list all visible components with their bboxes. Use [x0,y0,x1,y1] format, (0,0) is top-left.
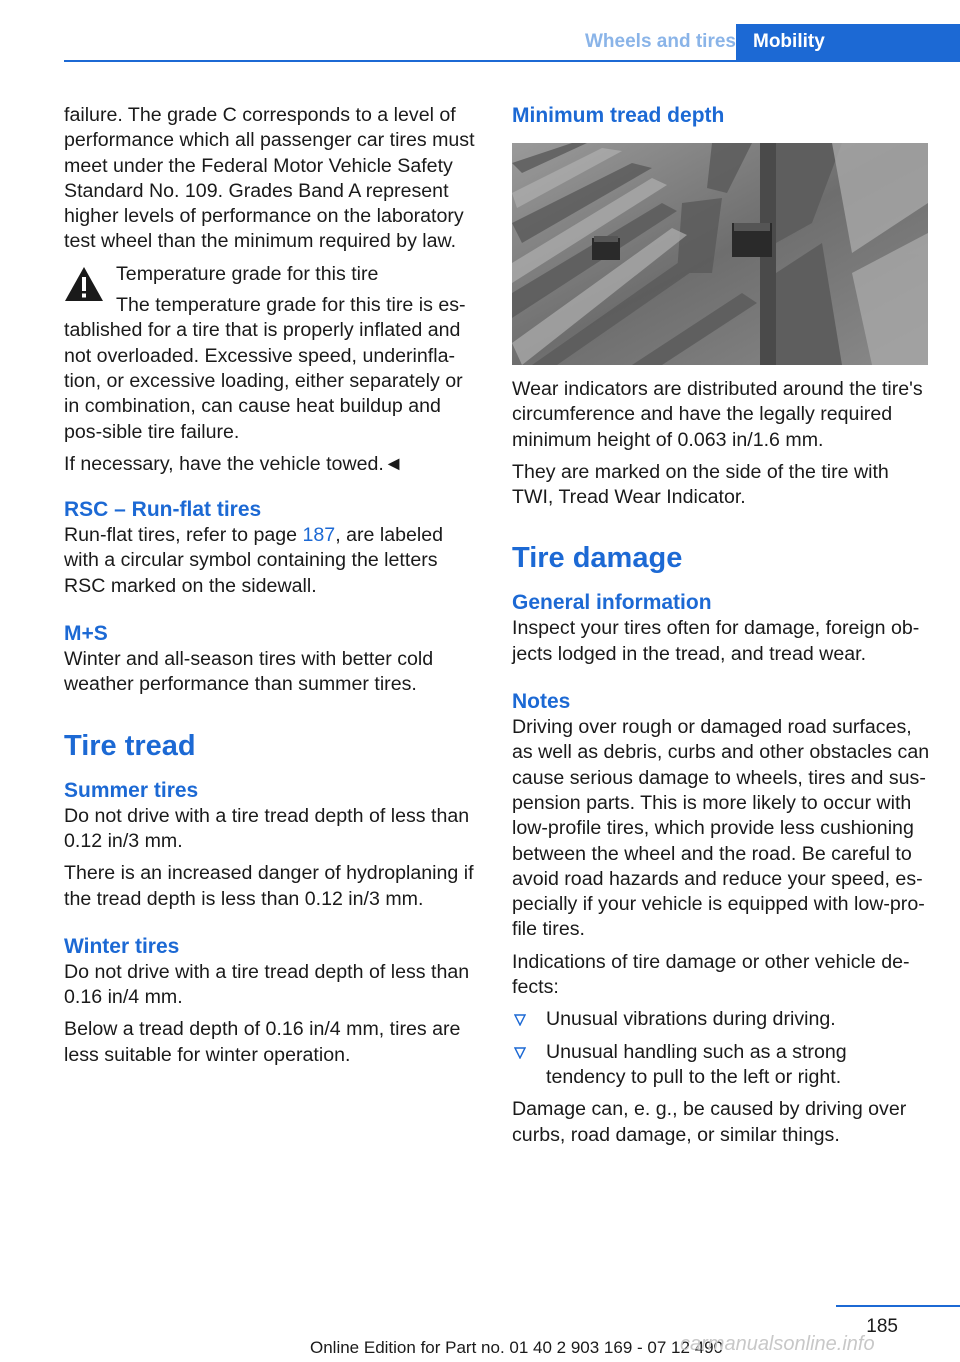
summer-paragraph-1: Do not drive with a tire tread depth of less than 0.12 in/3 mm. [64,804,470,852]
general-information-heading: General information [512,591,712,615]
indications-paragraph: Indications of tire damage or other vehicle de-fects: [512,950,910,999]
general-paragraph: Inspect your tires often for damage, foreign ob-jects lodged in the tread, and tread wear. [512,617,920,665]
ms-heading: M+S [64,622,108,646]
right-column [512,103,930,1155]
page-reference-link[interactable]: 187 [302,524,336,547]
warning-continuation: tablished for a tire that is properly inflated and not overloaded. Excessive speed, underinfla-tion, or excessive loading, either separately or in combination, can cause heat buildup and pos-sible tire failure. [64,319,463,443]
rsc-paragraph [64,523,482,599]
summer-tires-heading: Summer tires [64,778,199,802]
rsc-heading: RSC – Run-flat tires [64,498,262,522]
triangle-bullet-icon [514,1047,526,1059]
rsc-text-pre: Run-flat tires, refer to page [64,524,303,547]
list-item [512,1007,930,1032]
minimum-tread-heading: Minimum tread depth [512,104,725,127]
warning-body: The temperature grade for this tire is es- [116,294,466,317]
warning-title: Temperature grade for this tire [116,262,379,285]
summer-paragraph-2: There is an increased danger of hydroplaning if the tread depth is less than 0.12 in/3 mm. [64,862,474,910]
header-section-title: Wheels and tires [585,31,736,52]
warning-triangle-icon [64,266,104,302]
page-number: 185 [866,1316,898,1337]
notes-heading: Notes [512,690,571,714]
winter-tires-heading: Winter tires [64,934,180,958]
header-rule [64,60,960,62]
warning-end: If necessary, have the vehicle towed.◄ [64,452,404,475]
tire-tread-heading: Tire tread [64,729,196,762]
minimum-paragraph-2: They are marked on the side of the tire with TWI, Tread Wear Indicator. [512,460,889,509]
list-item-text: Unusual vibrations during driving. [546,1008,836,1031]
list-item-text: Unusual handling such as a strong tendency to pull to the left or right. [546,1040,847,1088]
notes-paragraph: Driving over rough or damaged road surfaces, as well as debris, curbs and other obstacles can cause serious damage to wheels, tires and sus-pension parts. This is more likely to occur with low-profile tires, which provide less cushioning between the wheel and the road. Be careful to avoid road hazards and reduce your speed, es-pecially if your vehicle is equipped with low-pro-file tires. [512,716,930,941]
list-item [512,1040,930,1091]
tire-damage-heading: Tire damage [512,542,683,575]
intro-paragraph: failure. The grade C corresponds to a level of performance which all passenger car tires must meet under the Federal Motor Vehicle Safety Standard No. 109. Grades Band A represent higher levels of performance on the laboratory test wheel than the minimum required by law. [64,104,475,253]
winter-paragraph-1: Do not drive with a tire tread depth of less than 0.16 in/4 mm. [64,960,470,1009]
closing-paragraph: Damage can, e. g., be caused by driving over curbs, road damage, or similar things. [512,1098,907,1146]
header-chapter-tab: Mobility [736,24,960,60]
rsc-text-post: , are labeled with a circular symbol containing the letters RSC marked on the sidewall. [64,524,444,597]
left-column [64,103,482,1075]
warning-block [64,262,482,445]
edition-footer: Online Edition for Part no. 01 40 2 903 169 - 07 12 490 [310,1338,724,1357]
damage-indications-list [512,1007,930,1090]
watermark: carmanualsonline.info [680,1333,875,1355]
footer-rule [836,1305,960,1307]
winter-paragraph-2: Below a tread depth of 0.16 in/4 mm, tires are less suitable for winter operation. [64,1018,461,1066]
ms-paragraph: Winter and all-season tires with better cold weather performance than summer tires. [64,648,434,696]
triangle-bullet-icon [514,1014,526,1026]
tread-wear-indicator-photo [512,143,928,365]
minimum-paragraph-1: Wear indicators are distributed around the tire's circumference and have the legally required minimum height of 0.063 in/1.6 mm. [512,378,923,451]
